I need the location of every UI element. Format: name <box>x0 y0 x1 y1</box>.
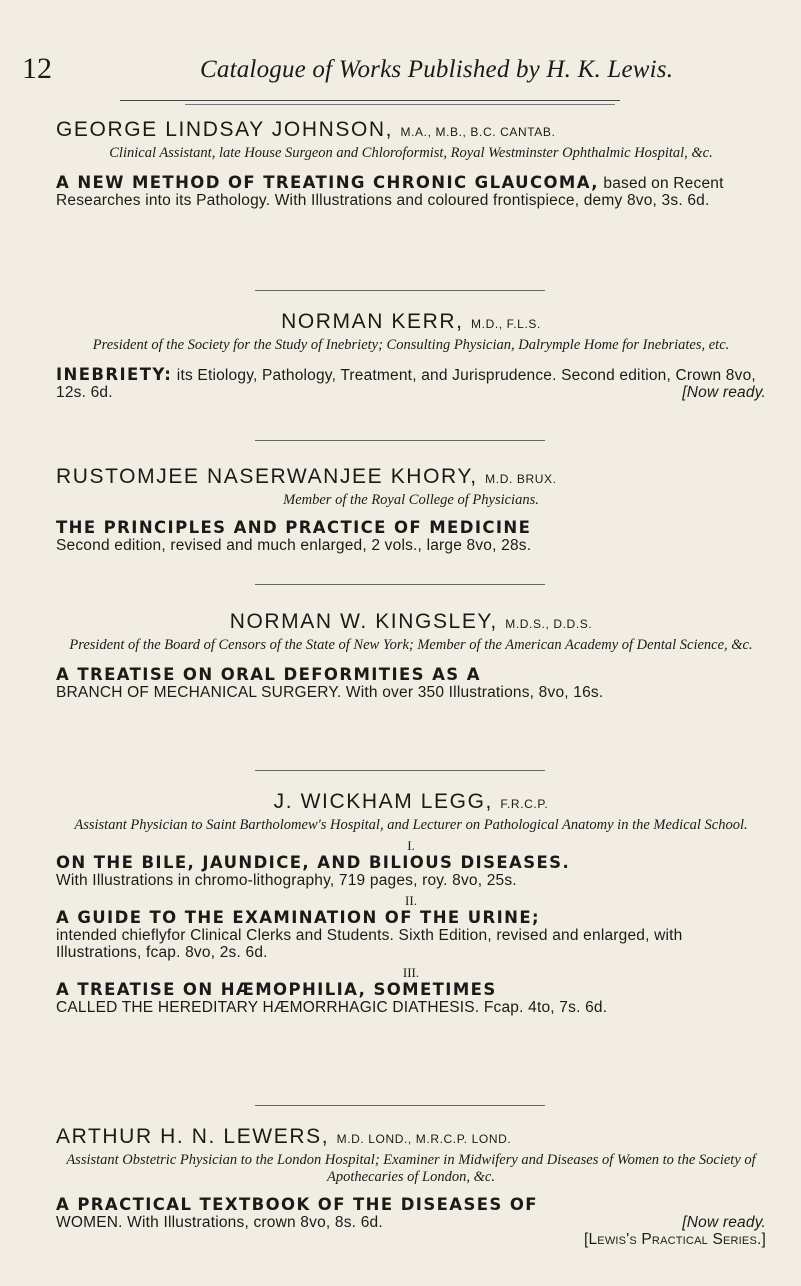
book-details-line <box>56 1214 766 1231</box>
book-listing <box>56 366 766 401</box>
book-title: A PRACTICAL TEXTBOOK OF THE DISEASES OF <box>56 1195 538 1214</box>
author-name-text: RUSTOMJEE NASERWANJEE KHORY, <box>56 465 478 488</box>
book-title: A TREATISE ON HÆMOPHILIA, SOMETIMES <box>56 980 497 999</box>
author-name-text: ARTHUR H. N. LEWERS, <box>56 1125 330 1148</box>
book-listing <box>56 854 766 889</box>
book-listing <box>56 981 766 1016</box>
book-title: A NEW METHOD OF TREATING CHRONIC GLAUCOMA, <box>56 173 599 192</box>
author-degrees: F.R.C.P. <box>500 797 549 811</box>
book-details: Second edition, revised and much enlarged, 2 vols., large 8vo, 28s. <box>56 537 532 554</box>
author-name <box>56 1125 766 1149</box>
author-degrees: M.A., M.B., B.C. CANTAB. <box>400 125 556 139</box>
catalogue-entry-lewers <box>56 1125 766 1248</box>
author-name <box>56 790 766 814</box>
book-details: based on Recent Researches into its Pathology. With Illustrations and coloured frontispiece, demy 8vo, 3s. 6d. <box>56 175 724 209</box>
entry-separator <box>255 584 545 585</box>
book-details: CALLED THE HEREDITARY HÆMORRHAGIC DIATHESIS. Fcap. 4to, 7s. 6d. <box>56 999 608 1016</box>
entry-separator <box>255 1105 545 1106</box>
book-details: BRANCH OF MECHANICAL SURGERY. With over 350 Illustrations, 8vo, 16s. <box>56 684 604 701</box>
series-note: [Lewis's Practical Series.] <box>583 1231 766 1248</box>
book-listing <box>56 909 766 961</box>
author-degrees: M.D. LOND., M.R.C.P. LOND. <box>336 1132 512 1146</box>
author-degrees: M.D., F.L.S. <box>471 317 541 331</box>
page-number: 12 <box>22 52 52 85</box>
book-listing <box>56 1196 766 1248</box>
header-rule <box>120 100 620 101</box>
page-header <box>0 52 801 92</box>
entry-separator <box>255 290 545 291</box>
book-title: A GUIDE TO THE EXAMINATION OF THE URINE; <box>56 908 541 927</box>
book-listing <box>56 519 766 554</box>
author-name <box>56 610 766 634</box>
work-numeral: III. <box>402 965 420 980</box>
catalogue-entry-kingsley <box>56 610 766 701</box>
book-details: WOMEN. With Illustrations, crown 8vo, 8s. 6d. <box>56 1214 383 1231</box>
availability-note: [Now ready. <box>682 1214 766 1231</box>
author-name-text: NORMAN KERR, <box>281 310 464 333</box>
book-title: THE PRINCIPLES AND PRACTICE OF MEDICINE <box>56 518 532 537</box>
author-description: Member of the Royal College of Physicians. <box>283 492 539 508</box>
entry-separator <box>255 770 545 771</box>
availability-note: [Now ready. <box>682 384 766 401</box>
author-name <box>56 465 766 489</box>
catalogue-entry-johnson <box>56 118 766 209</box>
book-title: INEBRIETY: <box>56 365 173 384</box>
book-details: With Illustrations in chromo-lithography, 719 pages, roy. 8vo, 25s. <box>56 872 517 889</box>
author-description: President of the Board of Censors of the State of New York; Member of the American Academy of Dental Science, &c. <box>69 637 753 653</box>
author-description: Assistant Physician to Saint Bartholomew's Hospital, and Lecturer on Pathological Anatomy in the Medical School. <box>74 817 748 833</box>
entry-separator <box>255 440 545 441</box>
catalogue-entry-kerr <box>56 310 766 401</box>
author-name <box>56 310 766 334</box>
header-rule-secondary <box>185 104 615 105</box>
book-details: its Etiology, Pathology, Treatment, and Jurisprudence. Second edition, Crown 8vo, 12s. 6d. <box>56 367 756 401</box>
author-name-text: GEORGE LINDSAY JOHNSON, <box>56 118 394 141</box>
book-listing <box>56 666 766 701</box>
author-description: Assistant Obstetric Physician to the London Hospital; Examiner in Midwifery and Diseases of Women to the Society of Apothecaries of London, &c. <box>66 1152 756 1185</box>
catalogue-entry-khory <box>56 465 766 554</box>
author-name <box>56 118 766 142</box>
book-listing <box>56 174 766 209</box>
author-degrees: M.D.S., D.D.S. <box>505 617 593 631</box>
series-line <box>56 1231 766 1248</box>
author-description: President of the Society for the Study of Inebriety; Consulting Physician, Dalrymple Home for Inebriates, etc. <box>92 337 730 353</box>
work-numeral: II. <box>405 893 417 908</box>
book-details: intended chieflyfor Clinical Clerks and Students. Sixth Edition, revised and enlarged, with Illustrations, fcap. 8vo, 2s. 6d. <box>56 927 683 961</box>
work-numeral: I. <box>407 838 415 853</box>
author-name-text: NORMAN W. KINGSLEY, <box>229 610 498 633</box>
catalogue-entry-legg <box>56 790 766 1016</box>
book-title: ON THE BILE, JAUNDICE, AND BILIOUS DISEASES. <box>56 853 571 872</box>
author-description: Clinical Assistant, late House Surgeon and Chloroformist, Royal Westminster Ophthalmic Hospital, &c. <box>109 145 713 161</box>
running-title: Catalogue of Works Published by H. K. Lewis. <box>200 56 674 83</box>
author-degrees: M.D. BRUX. <box>485 472 557 486</box>
author-name-text: J. WICKHAM LEGG, <box>273 790 493 813</box>
book-title: A TREATISE ON ORAL DEFORMITIES AS A <box>56 665 481 684</box>
